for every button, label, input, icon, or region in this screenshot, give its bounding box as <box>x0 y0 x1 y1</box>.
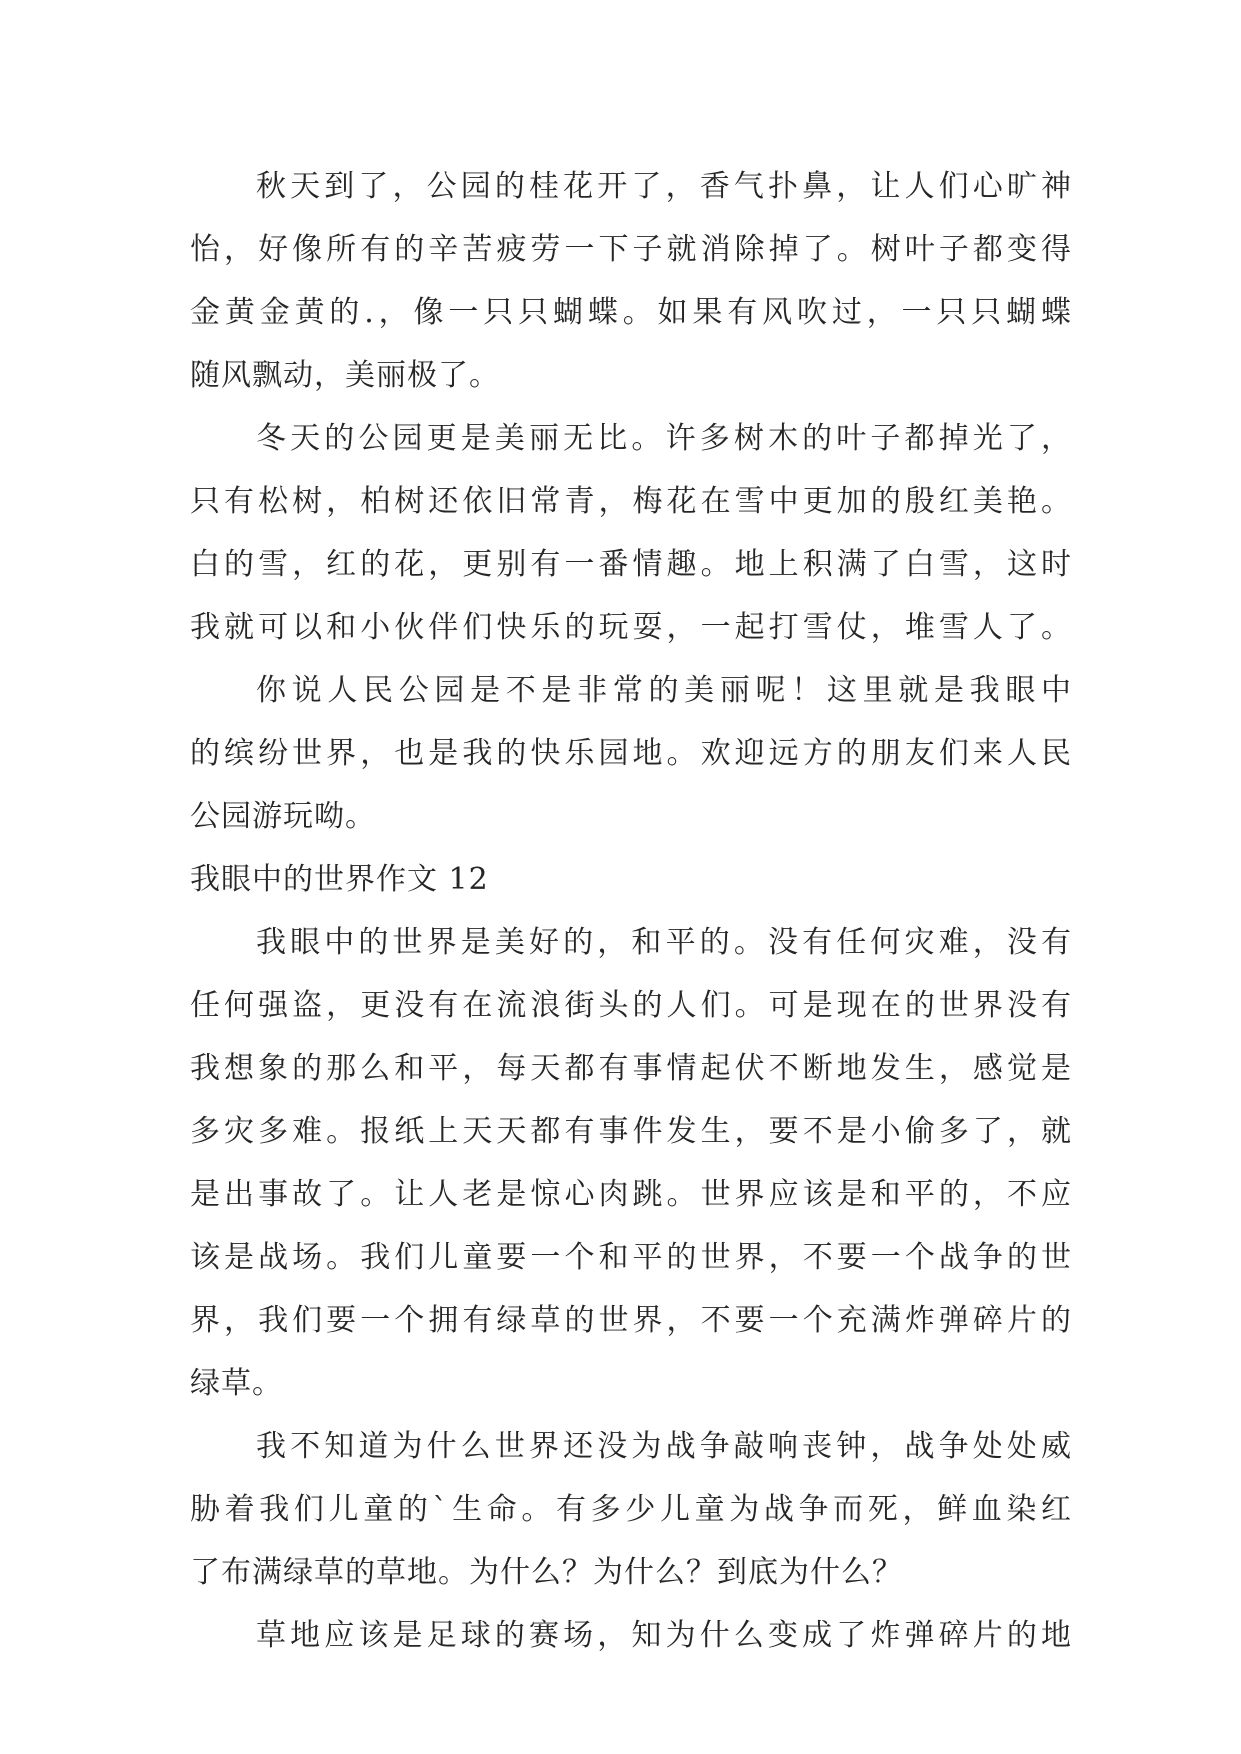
text-line: 界，我们要一个拥有绿草的世界，不要一个充满炸弹碎片的 <box>190 1303 1072 1338</box>
text-line: 胁着我们儿童的`生命。有多少儿童为战争而死，鲜血染红 <box>190 1492 1072 1527</box>
text-line: 白的雪，红的花，更别有一番情趣。地上积满了白雪，这时 <box>190 547 1072 582</box>
text-line: 草地应该是足球的赛场，知为什么变成了炸弹碎片的地 <box>256 1618 1072 1653</box>
text-line: 冬天的公园更是美丽无比。许多树木的叶子都掉光了， <box>256 421 1072 456</box>
text-line: 我不知道为什么世界还没为战争敲响丧钟，战争处处威 <box>256 1429 1072 1464</box>
text-line: 公园游玩呦。 <box>190 799 376 834</box>
text-line: 多灾多难。报纸上天天都有事件发生，要不是小偷多了，就 <box>190 1114 1072 1149</box>
text-line: 我眼中的世界是美好的，和平的。没有任何灾难，没有 <box>256 925 1072 960</box>
text-line: 我就可以和小伙伴们快乐的玩耍，一起打雪仗，堆雪人了。 <box>190 610 1072 645</box>
text-line: 任何强盗，更没有在流浪街头的人们。可是现在的世界没有 <box>190 988 1072 1023</box>
text-line: 该是战场。我们儿童要一个和平的世界，不要一个战争的世 <box>190 1240 1072 1275</box>
section-heading: 我眼中的世界作文 12 <box>190 862 489 897</box>
text-line: 秋天到了，公园的桂花开了，香气扑鼻，让人们心旷神 <box>256 169 1072 204</box>
text-line: 怡，好像所有的辛苦疲劳一下子就消除掉了。树叶子都变得 <box>190 232 1072 267</box>
text-line: 随风飘动，美丽极了。 <box>190 358 500 393</box>
text-line: 了布满绿草的草地。为什么？为什么？到底为什么？ <box>190 1555 903 1590</box>
text-line: 绿草。 <box>190 1366 283 1401</box>
text-line: 金黄金黄的.，像一只只蝴蝶。如果有风吹过，一只只蝴蝶 <box>190 295 1072 330</box>
text-line: 我想象的那么和平，每天都有事情起伏不断地发生，感觉是 <box>190 1051 1072 1086</box>
text-line: 是出事故了。让人老是惊心肉跳。世界应该是和平的，不应 <box>190 1177 1072 1212</box>
text-line: 的缤纷世界，也是我的快乐园地。欢迎远方的朋友们来人民 <box>190 736 1072 771</box>
document-page <box>190 155 1072 1667</box>
text-line: 只有松树，柏树还依旧常青，梅花在雪中更加的殷红美艳。 <box>190 484 1072 519</box>
text-line: 你说人民公园是不是非常的美丽呢！这里就是我眼中 <box>256 673 1072 708</box>
